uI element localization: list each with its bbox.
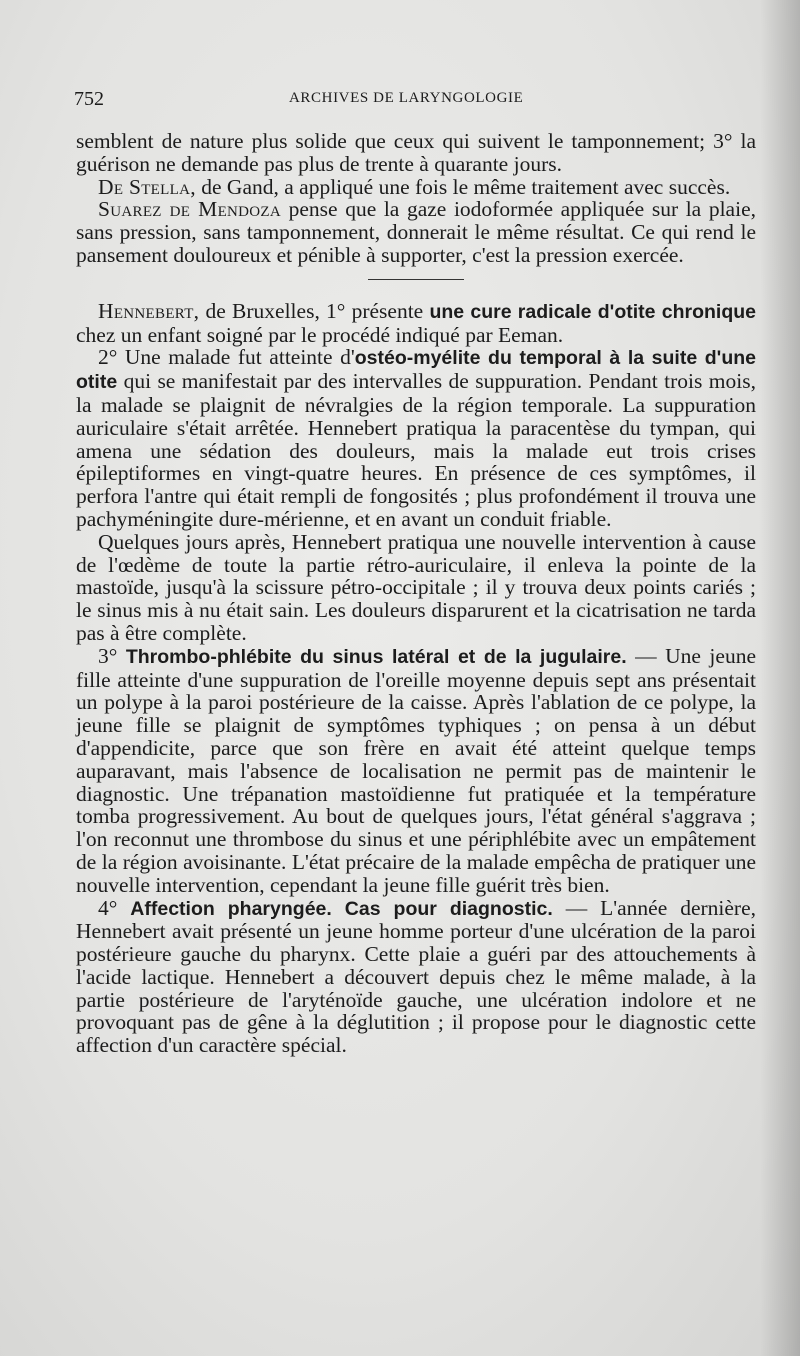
- paragraph-case-2-followup: Quelques jours après, Hennebert pratiqua une nouvelle intervention à cause de l'œdème de toute la partie rétro-auriculaire, il enleva la pointe de la mastoïde, jusqu'à la scissure pétro-occipitale ; il y trouva deux points cariés ; le sinus mis à nu était sain. Les douleurs disparurent et la cicatrisation ne tarda pas à être complète.: [76, 529, 756, 645]
- paragraph-case-2: [76, 346, 756, 530]
- paragraph-text: 3°: [98, 643, 126, 668]
- case-title: ostéo-myélite du temporal à la suite d'une otite: [76, 347, 756, 394]
- paragraph-text: 4°: [98, 895, 131, 920]
- paragraph-de-stella: [76, 176, 756, 199]
- running-title: ARCHIVES DE LARYNGOLOGIE: [289, 90, 524, 106]
- paragraph-case-4: [76, 897, 756, 1058]
- paragraph-case-3: [76, 645, 756, 897]
- page-edge-shadow: [760, 0, 800, 1356]
- paragraph-suarez: [76, 198, 756, 266]
- paragraph-text: 2° Une malade fut atteinte d': [98, 345, 355, 370]
- section-divider: [368, 279, 464, 280]
- page-number: 752: [74, 88, 104, 110]
- case-title: Thrombo-phlébite du sinus latéral et de la jugulaire.: [125, 645, 627, 668]
- case-title: une cure radicale d'otite chronique: [429, 300, 756, 323]
- case-title: Affection pharyngée. Cas pour diagnostic.: [130, 897, 553, 920]
- paragraph-text: — L'année dernière, Hennebert avait présenté un jeune homme porteur d'une ulcération de la paroi postérieure gauche du pharynx. Cette plaie a guéri par des attouchements à l'acide lactique. Hennebert a découvert depuis chez le même malade, à la partie postérieure de l'aryténoïde gauche, une ulcération indolore et ne provoquant pas de gêne à la déglutition ; il propose pour le diagnostic cette affection d'un caractère spécial.: [76, 895, 757, 1058]
- paragraph-text: chez un enfant soigné par le procédé indiqué par Eeman.: [76, 322, 564, 347]
- author-name: De Stella,: [98, 174, 196, 199]
- author-name: Suarez de Mendoza: [98, 197, 282, 222]
- paragraph-hennebert-1: [76, 300, 756, 347]
- paragraph-continuation: semblent de nature plus solide que ceux qui suivent le tamponnement; 3° la guérison ne demande pas plus de trente à quarante jours.: [76, 129, 756, 176]
- author-name: Hennebert,: [98, 298, 200, 323]
- paragraph-text: qui se manifestait par des intervalles de suppuration. Pendant trois mois, la malade se plaignit de névralgies de la région temporale. La suppuration auriculaire s'était arrêtée. Hennebert pratiqua la paracentèse du tympan, qui amena une sédation des douleurs, mais la malade eut trois crises épileptiformes en vingt-quatre heures. En présence de ces symptômes, il perfora l'antre qui était rempli de fongosités ; plus profondément il trouva une pachyméningite dure-mérienne, et en avant un conduit friable.: [76, 369, 756, 531]
- page-header: [74, 88, 764, 114]
- body-text: [76, 130, 756, 1057]
- paragraph-text: de Bruxelles, 1° présente: [199, 298, 430, 323]
- paragraph-text: de Gand, a appliqué une fois le même traitement avec succès.: [195, 174, 731, 199]
- paragraph-text: — Une jeune fille atteinte d'une suppuration de l'oreille moyenne depuis sept ans présentait un polype à la paroi postérieure de la caisse. Après l'ablation de ce polype, la jeune fille se plaignit de symptômes typhiques ; on pensa à un début d'appendicite, parce que son frère en avait été atteint quelque temps auparavant, mais l'absence de localisation ne permit pas de maintenir le diagnostic. Une trépanation mastoïdienne fut pratiquée et la température tomba progressivement. Au bout de quelques jours, l'état général s'aggrava ; l'on reconnut une thrombose du sinus et une périphlébite avec un empâtement de la région avoisinante. L'état précaire de la malade empêcha de pratiquer une nouvelle intervention, cependant la jeune fille guérit très bien.: [76, 643, 756, 897]
- paragraph-text: pense que la gaze iodoformée appliquée sur la plaie, sans pression, sans tamponnement, donnerait le même résultat. Ce qui rend le pansement douloureux et pénible à supporter, c'est la pression exercée.: [76, 197, 756, 267]
